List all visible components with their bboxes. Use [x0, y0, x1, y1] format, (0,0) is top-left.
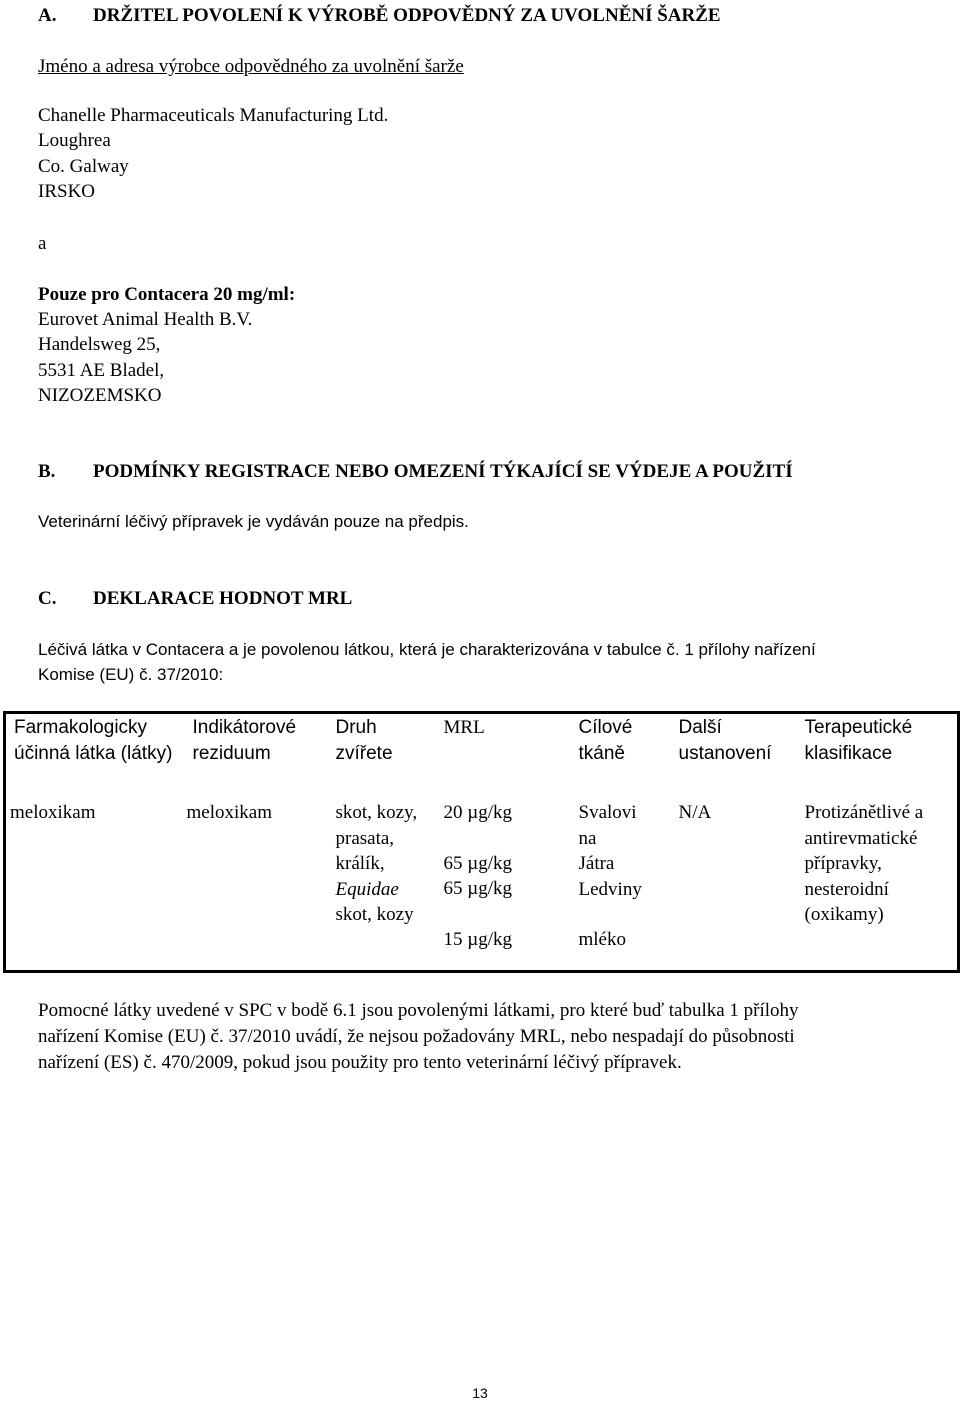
only-for-label: Pouze pro Contacera 20 mg/ml: [38, 284, 296, 305]
section-a-label: A. [38, 5, 57, 26]
species-group-1: skot, kozy, prasata, králík, Equidae [335, 802, 418, 900]
excipients-text: nařízení Komise (EU) č. 37/2010 uvádí, že nejsou požadovány MRL, nebo nespadají do působnosti [38, 1026, 795, 1047]
tissue-value: Ledviny [578, 878, 642, 900]
residue-cell: meloxikam [186, 802, 272, 823]
species-group-2: skot, kozy [335, 904, 414, 925]
section-c-label: C. [38, 588, 57, 609]
section-b-label: B. [38, 461, 56, 482]
table-header-cell: Terapeutické klasifikace [804, 717, 913, 764]
excipients-text: nařízení (ES) č. 470/2009, pokud jsou použity pro tento veterinární léčivý přípravek. [38, 1052, 682, 1073]
address-line: Co. Galway [38, 156, 129, 177]
address-line: Chanelle Pharmaceuticals Manufacturing Ltd. [38, 105, 389, 126]
excipients-text: Pomocné látky uvedené v SPC v bodě 6.1 jsou povolenými látkami, pro které buď tabulka 1 přílohy [38, 1000, 799, 1021]
manufacturer-subheading: Jméno a adresa výrobce odpovědného za uvolnění šarže [38, 56, 464, 77]
address-line: Eurovet Animal Health B.V. [38, 309, 253, 330]
other-provisions-cell: N/A [678, 802, 712, 823]
table-header-cell: Indikátorové reziduum [192, 717, 297, 764]
mrl-value: 15 µg/kg [443, 928, 512, 950]
address-line: NIZOZEMSKO [38, 385, 162, 406]
address-line: Handelsweg 25, [38, 334, 161, 355]
table-header-cell: Farmakologicky účinná látka (látky) [14, 717, 173, 764]
tissue-value: Játra [578, 853, 615, 874]
mrl-cell [436, 799, 571, 972]
address-line: Loughrea [38, 130, 111, 151]
table-header-cell: Druh zvířete [335, 717, 393, 764]
section-c-text: Komise (EU) č. 37/2010: [38, 665, 224, 684]
mrl-value: 20 µg/kg [443, 802, 512, 823]
section-a-title: DRŽITEL POVOLENÍ K VÝROBĚ ODPOVĚDNÝ ZA UVOLNĚNÍ ŠARŽE [93, 5, 721, 26]
table-header-cell: MRL [443, 717, 485, 738]
table-header-cell: Cílové tkáně [578, 717, 633, 764]
mrl-value: 65 µg/kg [443, 852, 512, 874]
page-number: 13 [472, 1385, 488, 1401]
tissue-value: mléko [578, 929, 626, 950]
tissue-cell [571, 799, 671, 972]
conjunction-and: a [38, 233, 47, 254]
mrl-value: 65 µg/kg [443, 878, 512, 899]
table-row [5, 799, 959, 972]
table-header-row [5, 713, 959, 800]
section-b-title: PODMÍNKY REGISTRACE NEBO OMEZENÍ TÝKAJÍCÍ SE VÝDEJE A POUŽITÍ [93, 461, 793, 482]
table-header-cell: Další ustanovení [678, 717, 772, 764]
section-b-text: Veterinární léčivý přípravek je vydáván pouze na předpis. [38, 512, 469, 531]
mrl-table [3, 711, 960, 973]
address-line: 5531 AE Bladel, [38, 360, 165, 381]
classification-cell: Protizánětlivé a antirevmatické přípravky, nesteroidní (oxikamy) [804, 802, 924, 925]
species-cell [328, 799, 436, 972]
section-c-title: DEKLARACE HODNOT MRL [93, 588, 353, 609]
address-line: IRSKO [38, 181, 96, 202]
tissue-value: Svalovi na [578, 802, 637, 849]
section-c-text: Léčivá látka v Contacera a je povolenou látkou, která je charakterizována v tabulce č. 1 přílohy nařízení [38, 640, 816, 659]
substance-cell: meloxikam [10, 802, 96, 823]
